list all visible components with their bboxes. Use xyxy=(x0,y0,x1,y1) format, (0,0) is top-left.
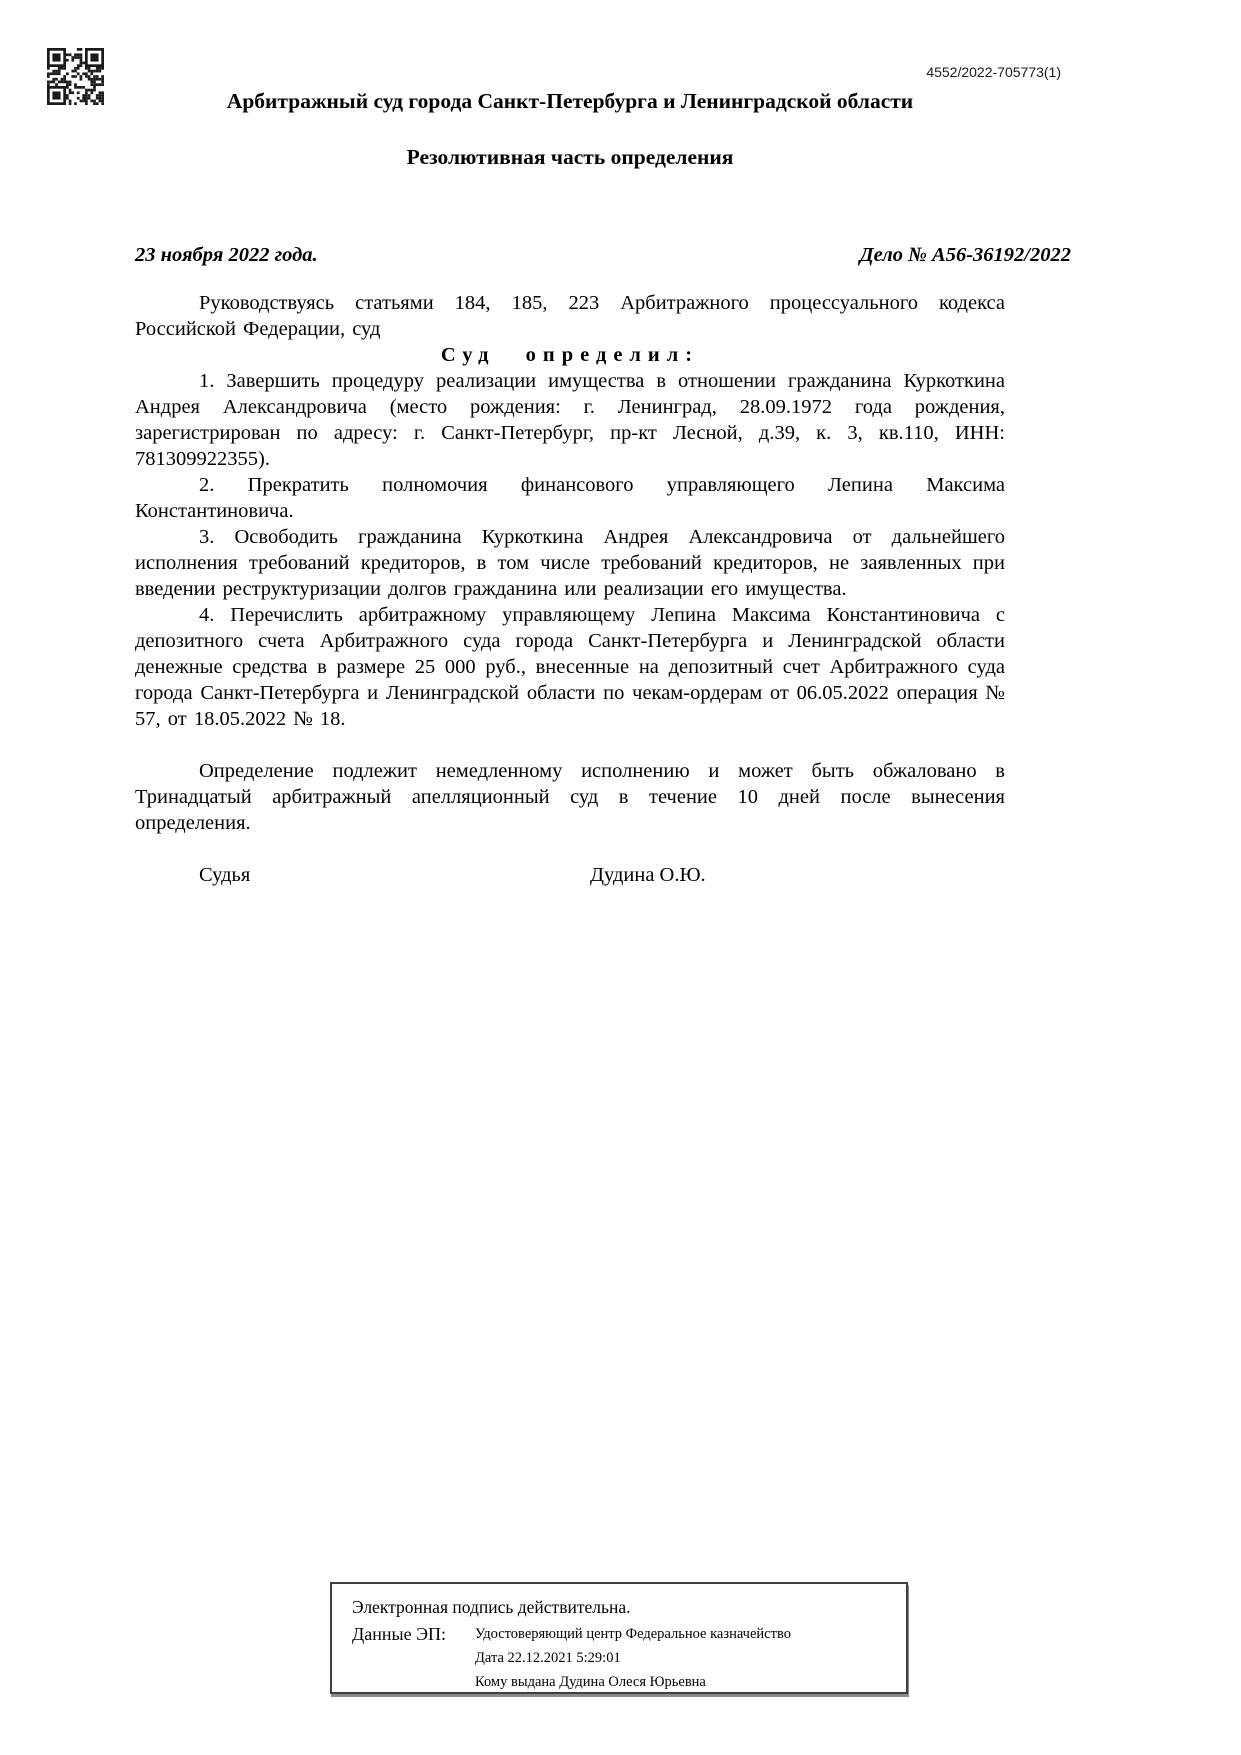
date-case-row xyxy=(135,242,1071,268)
qr-code-icon xyxy=(47,48,104,105)
ruling-heading: Суд определил: xyxy=(440,344,700,366)
document-registration-number: 4552/2022-705773(1) xyxy=(926,64,1061,80)
court-name-heading: Арбитражный суд города Санкт-Петербурга и Ленинградской области xyxy=(226,89,914,113)
signature-date: Дата 22.12.2021 5:29:01 xyxy=(475,1650,621,1666)
signature-valid-text: Электронная подпись действительна. xyxy=(352,1597,631,1617)
signature-details xyxy=(475,1622,791,1694)
ruling-item-2: 2. Прекратить полномочия финансового управляющего Лепина Максима Константиновича. xyxy=(135,474,1005,522)
signature-row xyxy=(135,862,1005,888)
ruling-date: 23 ноября 2022 года. xyxy=(135,244,318,266)
judge-label: Судья xyxy=(199,864,251,886)
document-title: Резолютивная часть определения xyxy=(406,145,734,169)
signature-data-label: Данные ЭП: xyxy=(352,1624,446,1644)
certificate-authority: Удостоверяющий центр Федеральное казначейство xyxy=(475,1626,791,1642)
judge-name: Дудина О.Ю. xyxy=(590,864,706,886)
ruling-item-3: 3. Освободить гражданина Куркоткина Андрея Александровича от дальнейшего исполнения требований кредиторов, в том числе требований кредиторов, не заявленных при введении реструктуризации долгов гражданина или реализации его имущества. xyxy=(135,526,1005,600)
electronic-signature-stamp xyxy=(330,1582,908,1694)
ruling-item-1: 1. Завершить процедуру реализации имущества в отношении гражданина Куркоткина Андрея Александровича (место рождения: г. Ленинград, 28.09.1972 года рождения, зарегистрирован по адресу: г. Санкт-Петербург, пр-кт Лесной, д.39, к. 3, кв.110, ИНН: 781309922355). xyxy=(135,370,1005,470)
ruling-item-4: 4. Перечислить арбитражному управляющему Лепина Максима Константиновича с депозитного счета Арбитражного суда города Санкт-Петербурга и Ленинградской области денежные средства в размере 25 000 руб., внесенные на депозитный счет Арбитражного суда города Санкт-Петербурга и Ленинградской области по чекам-ордерам от 06.05.2022 операция № 57, от 18.05.2022 № 18. xyxy=(135,604,1005,730)
intro-paragraph: Руководствуясь статьями 184, 185, 223 Арбитражного процессуального кодекса Российской Федерации, суд xyxy=(135,292,1005,340)
closing-paragraph: Определение подлежит немедленному исполнению и может быть обжаловано в Тринадцатый арбитражный апелляционный суд в течение 10 дней после вынесения определения. xyxy=(135,760,1005,834)
certificate-owner: Кому выдана Дудина Олеся Юрьевна xyxy=(475,1674,706,1690)
case-number: Дело № А56-36192/2022 xyxy=(859,244,1071,266)
document-body xyxy=(135,290,1005,836)
signature-data-row xyxy=(352,1622,896,1694)
